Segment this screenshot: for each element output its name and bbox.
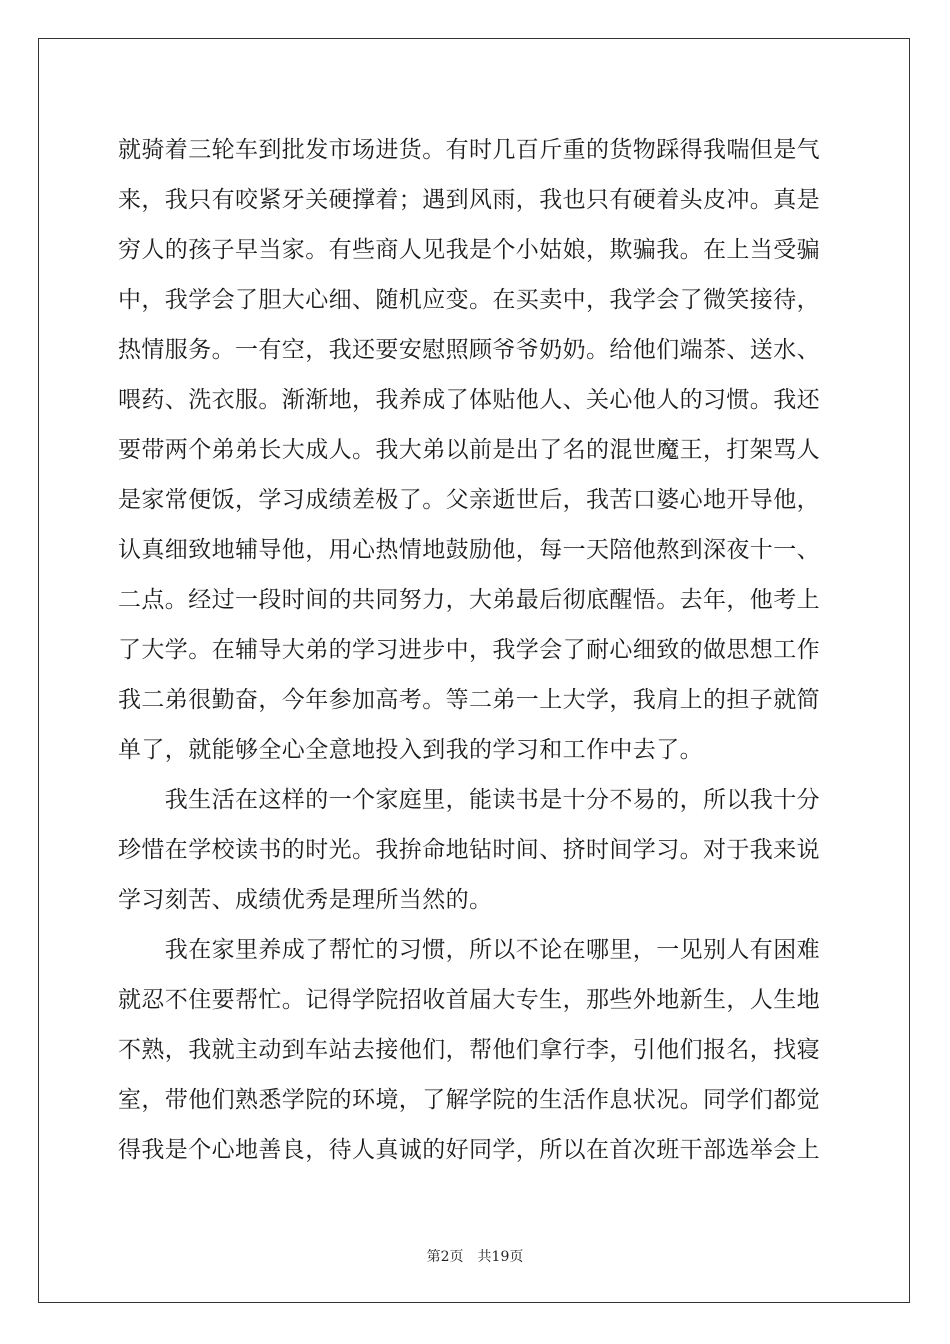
text-line: 室，带他们熟悉学院的环境，了解学院的生活作息状况。同学们都觉: [118, 1087, 820, 1113]
text-line: 来，我只有咬紧牙关硬撑着；遇到风雨，我也只有硬着头皮冲。真是: [118, 187, 820, 213]
text-line: 我生活在这样的一个家庭里，能读书是十分不易的，所以我十分: [118, 787, 820, 813]
text-line: 穷人的孩子早当家。有些商人见我是个小姑娘，欺骗我。在上当受骗: [118, 237, 820, 263]
text-line: 单了，就能够全心全意地投入到我的学习和工作中去了。: [118, 737, 703, 763]
text-line: 要带两个弟弟长大成人。我大弟以前是出了名的混世魔王，打架骂人: [118, 437, 820, 463]
text-line: 不熟，我就主动到车站去接他们，帮他们拿行李，引他们报名，找寝: [118, 1037, 820, 1063]
text-line: 得我是个心地善良，待人真诚的好同学，所以在首次班干部选举会上: [118, 1137, 820, 1163]
text-line: 热情服务。一有空，我还要安慰照顾爷爷奶奶。给他们端茶、送水、: [118, 337, 820, 363]
text-line: 学习刻苦、成绩优秀是理所当然的。: [118, 887, 493, 913]
page-number: 第2页: [426, 1249, 464, 1265]
text-line: 珍惜在学校读书的时光。我拚命地钻时间、挤时间学习。对于我来说: [118, 837, 820, 863]
page-total: 共19页: [477, 1249, 524, 1265]
text-line: 喂药、洗衣服。渐渐地，我养成了体贴他人、关心他人的习惯。我还: [118, 387, 820, 413]
text-line: 就忍不住要帮忙。记得学院招收首届大专生，那些外地新生，人生地: [118, 987, 820, 1013]
text-line: 了大学。在辅导大弟的学习进步中，我学会了耐心细致的做思想工作: [118, 637, 820, 663]
text-line: 认真细致地辅导他，用心热情地鼓励他，每一天陪他熬到深夜十一、: [118, 537, 820, 563]
page-footer: [0, 1246, 950, 1266]
text-line: 我在家里养成了帮忙的习惯，所以不论在哪里，一见别人有困难: [118, 937, 820, 963]
text-line: 我二弟很勤奋，今年参加高考。等二弟一上大学，我肩上的担子就简: [118, 687, 820, 713]
text-line: 是家常便饭，学习成绩差极了。父亲逝世后，我苦口婆心地开导他，: [118, 487, 820, 513]
text-line: 二点。经过一段时间的共同努力，大弟最后彻底醒悟。去年，他考上: [118, 587, 820, 613]
text-line: 中，我学会了胆大心细、随机应变。在买卖中，我学会了微笑接待，: [118, 287, 820, 313]
text-line: 就骑着三轮车到批发市场进货。有时几百斤重的货物踩得我喘但是气: [118, 137, 820, 163]
